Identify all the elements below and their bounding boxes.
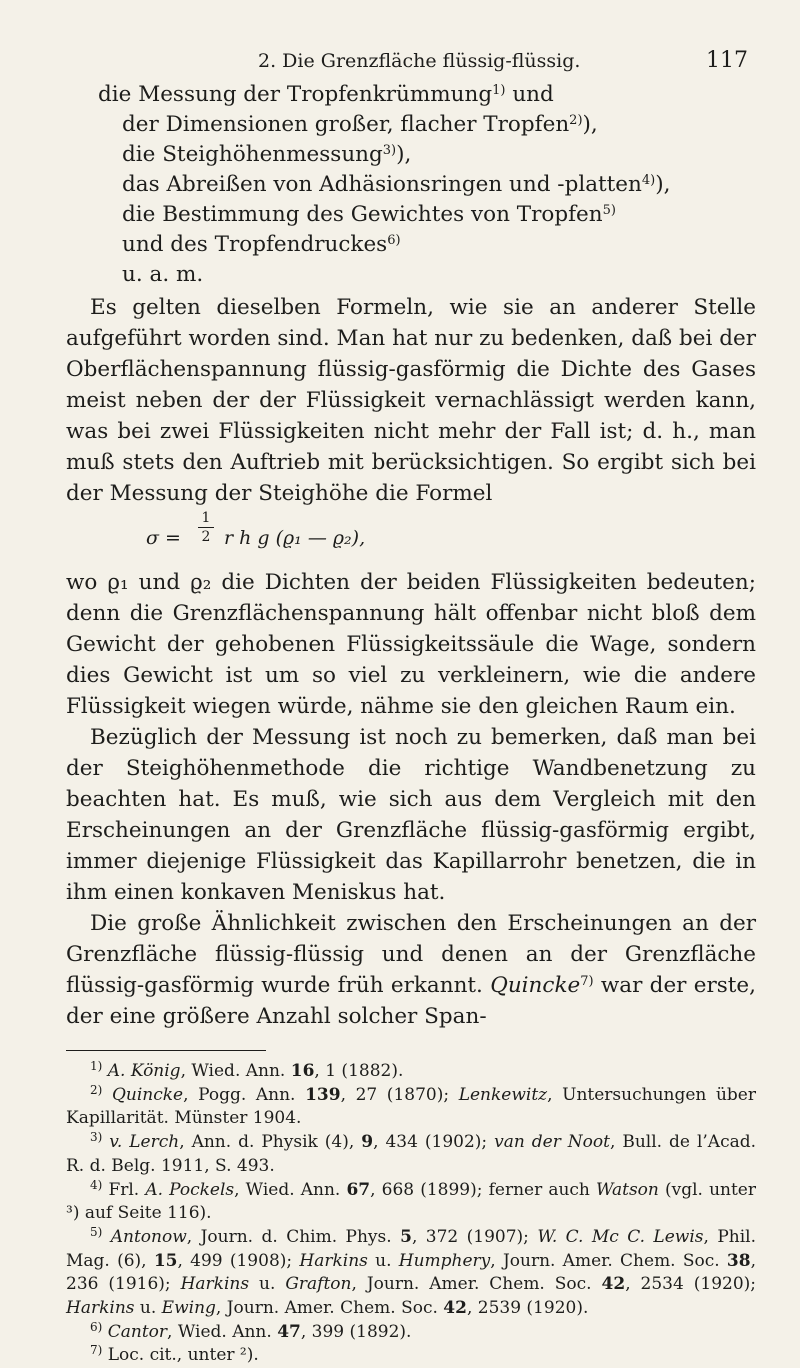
list-item: und des Tropfendruckes$^{6)}$ [122,232,401,257]
footnote-text: A. König, Wied. Ann. 16, 1 (1882). [107,1061,404,1081]
footnote-text: Antonow, Journ. d. Chim. Phys. 5, 372 (1907); W. C. Mc C. Lewis, Phil. Mag. (6), 15, 499 (1908); Harkins u. Humphery, Journ. Amer. Chem. Soc. 38, 236 (1916); Harkins u. Grafton, Journ. Amer. Chem. Soc. 42, 2534 (1920); Harkins u. Ewing, Journ. Amer. Chem. Soc. 42, 2539 (1920). [66,1226,757,1319]
list-item: u. a. m. [122,262,204,287]
footnote [66,1084,756,1131]
footnote-text: Cantor, Wied. Ann. 47, 399 (1892). [107,1321,412,1342]
footnotes [66,1060,756,1368]
chapter-title: 2. Die Grenzfläche flüssig-flüssig. [258,50,581,72]
fraction-numerator: 1 [201,510,211,526]
footnote [66,1179,756,1226]
list-item: der Dimensionen großer, flacher Tropfen$^{2)}$), [122,112,598,137]
footnote-number: 3) [90,1130,103,1145]
formula-lhs: σ = [146,527,181,549]
list-item: die Messung der Tropfenkrümmung$^{1)}$ und [98,82,554,107]
running-header [0,46,800,76]
footnote-ref: 3) [382,143,397,158]
footnote [66,1131,756,1178]
footnote-number: 6) [90,1319,103,1334]
footnote-ref: 5) [602,203,616,218]
footnote-text: Quincke, Pogg. Ann. 139, 27 (1870); Lenkewitz, Untersuchungen über Kapillarität. Münster 1904. [66,1084,756,1129]
formula-fraction [196,509,216,546]
footnote [66,1321,756,1345]
footnote-number: 1) [90,1059,103,1073]
footnote-ref: 4) [641,173,656,188]
paragraph: Die große Ähnlichkeit zwischen den Erscheinungen an der Grenzfläche flüssig-flüssig und denen an der Grenzfläche flüssig-gasförmig wurde früh erkannt. Quincke$^{7)}$ war der erste, der eine größere Anzahl solcher Span- [66,911,756,1029]
footnote-text: Frl. A. Pockels, Wied. Ann. 67, 668 (1899); ferner auch Watson (vgl. unter ³) auf Seite 116). [66,1179,756,1224]
method-list [98,80,758,290]
paragraph: Bezüglich der Messung ist noch zu bemerken, daß man bei der Steighöhenmethode die richtige Wandbenetzung zu beachten hat. Es muß, wie sich aus dem Vergleich mit den Erscheinungen an der Grenzfläche flüssig-gasförmig ergibt, immer diejenige Flüssigkeit das Kapillarrohr benetzen, die in ihm einen konkaven Meniskus hat. [66,725,756,905]
footnote-number: 5) [90,1224,103,1239]
footnote-text: v. Lerch, Ann. d. Physik (4), 9, 434 (1902); van der Noot, Bull. de l’Acad. R. d. Belg. 1911, S. 493. [66,1132,757,1176]
formula-rhs: r h g (ϱ₁ — ϱ₂), [224,527,366,549]
page-number: 117 [706,48,748,73]
author-name: Quincke [490,973,581,998]
list-item: das Abreißen von Adhäsionsringen und -platten$^{4)}$), [122,172,671,197]
footnote-number: 4) [90,1177,103,1192]
footnote-ref: 1) [492,83,506,98]
fraction-denominator: 2 [201,529,211,545]
footnote-number: 2) [90,1082,103,1097]
footnote-ref: 2) [569,113,583,128]
footnote-rule [66,1050,266,1051]
list-item: die Steighöhenmessung$^{3)}$), [122,142,412,167]
footnote [66,1226,756,1321]
body-text [66,292,756,1032]
paragraph: wo ϱ₁ und ϱ₂ die Dichten der beiden Flüssigkeiten bedeuten; denn die Grenzflächenspannung hält offenbar nicht bloß dem Gewicht der gehobenen Flüssigkeitssäule die Wage, sondern dies Gewicht ist um so viel zu verkleinern, wie die andere Flüssigkeit wiegen würde, nähme sie den gleichen Raum ein. [66,570,756,719]
footnote-ref: 6) [387,233,401,248]
footnote [66,1344,756,1368]
footnote-number: 7) [90,1343,103,1358]
formula [66,509,756,567]
footnote [66,1060,756,1084]
footnote-text: Loc. cit., unter ²). [102,1345,259,1366]
list-item: die Bestimmung des Gewichtes von Tropfen$^{5)}$ [122,202,616,227]
paragraph: Es gelten dieselben Formeln, wie sie an anderer Stelle aufgeführt worden sind. Man hat nur zu bedenken, daß bei der Oberflächenspannung flüssig-gasförmig die Dichte des Gases meist neben der der Flüssigkeit vernachlässigt werden kann, was bei zwei Flüssigkeiten nicht mehr der Fall ist; d. h., man muß stets den Auftrieb mit berücksichtigen. So ergibt sich bei der Messung der Steighöhe die Formel [66,295,756,506]
footnote-ref: 7) [580,974,594,989]
